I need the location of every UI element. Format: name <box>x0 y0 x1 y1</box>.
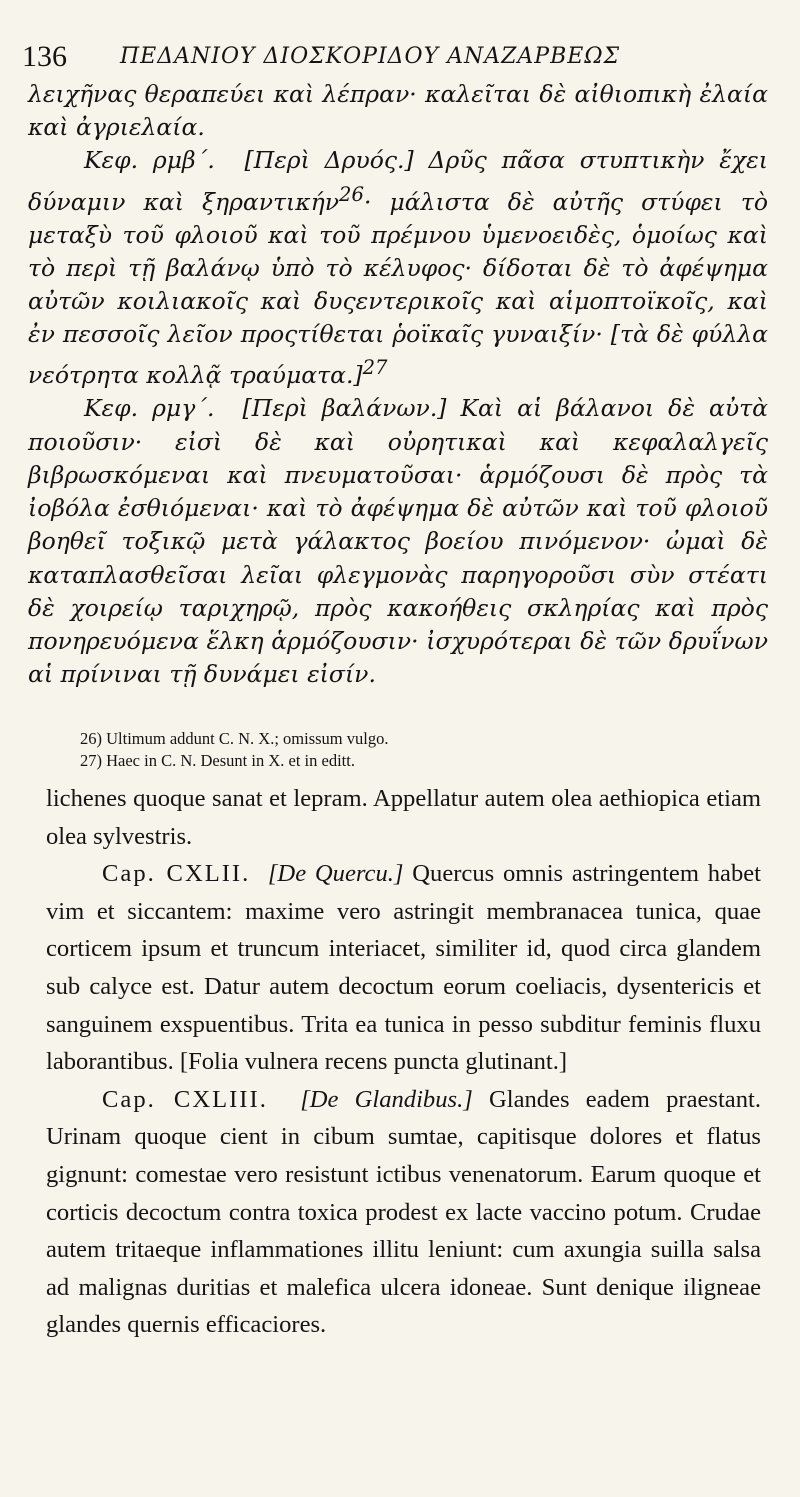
greek-chapter-title: [Περὶ Δρυός.] <box>244 146 414 175</box>
page-number: 136 <box>22 40 67 73</box>
latin-chapter-title: [De Quercu.] <box>267 860 404 888</box>
latin-paragraph-1 <box>46 780 761 855</box>
greek-paragraph-1 <box>28 78 768 144</box>
latin-chapter-text: Quercus omnis astringentem habet vim et siccantem: maxime vero astringit membranacea tunica, quae corticem ipsum et truncum interiacet, similiter id, quod circa glandem sub calyce est. Datur autem decoctum eorum coeliacis, dysentericis et sanguinem exspuentibus. Trita ea tunica in pesso subditur feminis fluxu laborantibus. [Folia vulnera recens puncta glutinant.] <box>46 860 761 1076</box>
latin-paragraph-chapter-142 <box>46 855 761 1081</box>
latin-chapter-title: [De Glandibus.] <box>300 1085 473 1113</box>
footnotes <box>80 728 760 772</box>
page-header <box>22 38 762 78</box>
latin-paragraph-1-text: lichenes quoque sanat et lepram. Appellatur autem olea aethiopica etiam olea sylvestris. <box>46 785 761 850</box>
greek-chapter-heading: Κεφ. ρμγ΄. <box>84 394 215 423</box>
greek-chapter-title: [Περὶ βαλάνων.] <box>242 394 447 423</box>
latin-text-block <box>46 780 761 1344</box>
greek-paragraph-chapter-143 <box>28 392 768 691</box>
greek-chapter-heading: Κεφ. ρμβ΄. <box>84 146 215 175</box>
latin-paragraph-chapter-143 <box>46 1081 761 1344</box>
footnote: 27) Haec in C. N. Desunt in X. et in editt. <box>80 751 355 770</box>
footnote-reference: 27 <box>362 356 388 380</box>
greek-chapter-text: Καὶ αἱ βάλανοι δὲ αὐτὰ ποιοῦσιν· εἰσὶ δὲ καὶ οὐρητικαὶ καὶ κεφαλαλγεῖς βιβρωσκόμεναι καὶ πνευματοῦσαι· ἁρμόζουσι δὲ πρὸς τὰ ἰοβόλα ἐσθιόμεναι· καὶ τὸ ἀφέψημα δὲ αὐτῶν καὶ τοῦ φλοιοῦ βοηθεῖ τοξικῷ μετὰ γάλακτος βοείου πινόμενον· ὠμαὶ δὲ καταπλασθεῖσαι λεῖαι φλεγμονὰς παρηγοροῦσι σὺν στέατι δὲ χοιρείῳ ταριχηρῷ, πρὸς κακοήθεις σκληρίας καὶ πρὸς πονηρευόμενα ἕλκη ἁρμόζουσιν· ἰσχυρότεραι δὲ τῶν δρυΐνων αἱ πρίνιναι τῇ δυνάμει εἰσίν. <box>28 394 768 689</box>
greek-text-block <box>28 78 768 691</box>
latin-chapter-heading: Cap. CXLIII. <box>102 1085 268 1113</box>
latin-chapter-text: Glandes eadem praestant. Urinam quoque cient in cibum sumtae, capitisque dolores et flatus gignunt: comestae vero resistunt ictibus venenatorum. Earum quoque et corticis decoctum contra toxica prodest ex lacte vaccino potum. Crudae autem tritaeque inflammationes illitu leniunt: cum axungia suilla salsa ad malignas duritias et malefica ulcera idoneae. Sunt denique iligneae glandes quernis efficaciores. <box>46 1085 761 1339</box>
footnote-reference: 26 <box>339 182 364 206</box>
greek-paragraph-1-text: λειχῆνας θεραπεύει καὶ λέπραν· καλεῖται δὲ αἰθιοπικὴ ἐλαία καὶ ἀγριελαία. <box>28 80 768 142</box>
greek-chapter-text: Δρῦς πᾶσα στυπτικὴν ἔχει δύναμιν καὶ ξηραντικήν <box>28 146 768 216</box>
running-head: ΠΕΔΑΝΙΟΥ ΔΙΟΣΚΟΡΙΔΟΥ ΑΝΑΖΑΡΒΕΩΣ <box>120 44 621 69</box>
footnote: 26) Ultimum addunt C. N. X.; omissum vulgo. <box>80 729 389 748</box>
greek-chapter-text: · μάλιστα δὲ αὐτῆς στύφει τὸ μεταξὺ τοῦ φλοιοῦ καὶ τοῦ πρέμνου ὑμενοειδὲς, ὁμοίως καὶ τὸ περὶ τῇ βαλάνῳ ὑπὸ τὸ κέλυφος· δίδοται δὲ τὸ ἀφέψημα αὐτῶν κοιλιακοῖς καὶ δυςεντερικοῖς καὶ αἱμοπτοϊκοῖς, καὶ ἐν πεσσοῖς λεῖον προςτίθεται ῥοϊκαῖς γυναιξίν· [τὰ δὲ φύλλα νεότρητα κολλᾷ τραύματα.] <box>28 187 768 390</box>
latin-chapter-heading: Cap. CXLII. <box>102 860 251 888</box>
greek-paragraph-chapter-142 <box>28 144 768 392</box>
